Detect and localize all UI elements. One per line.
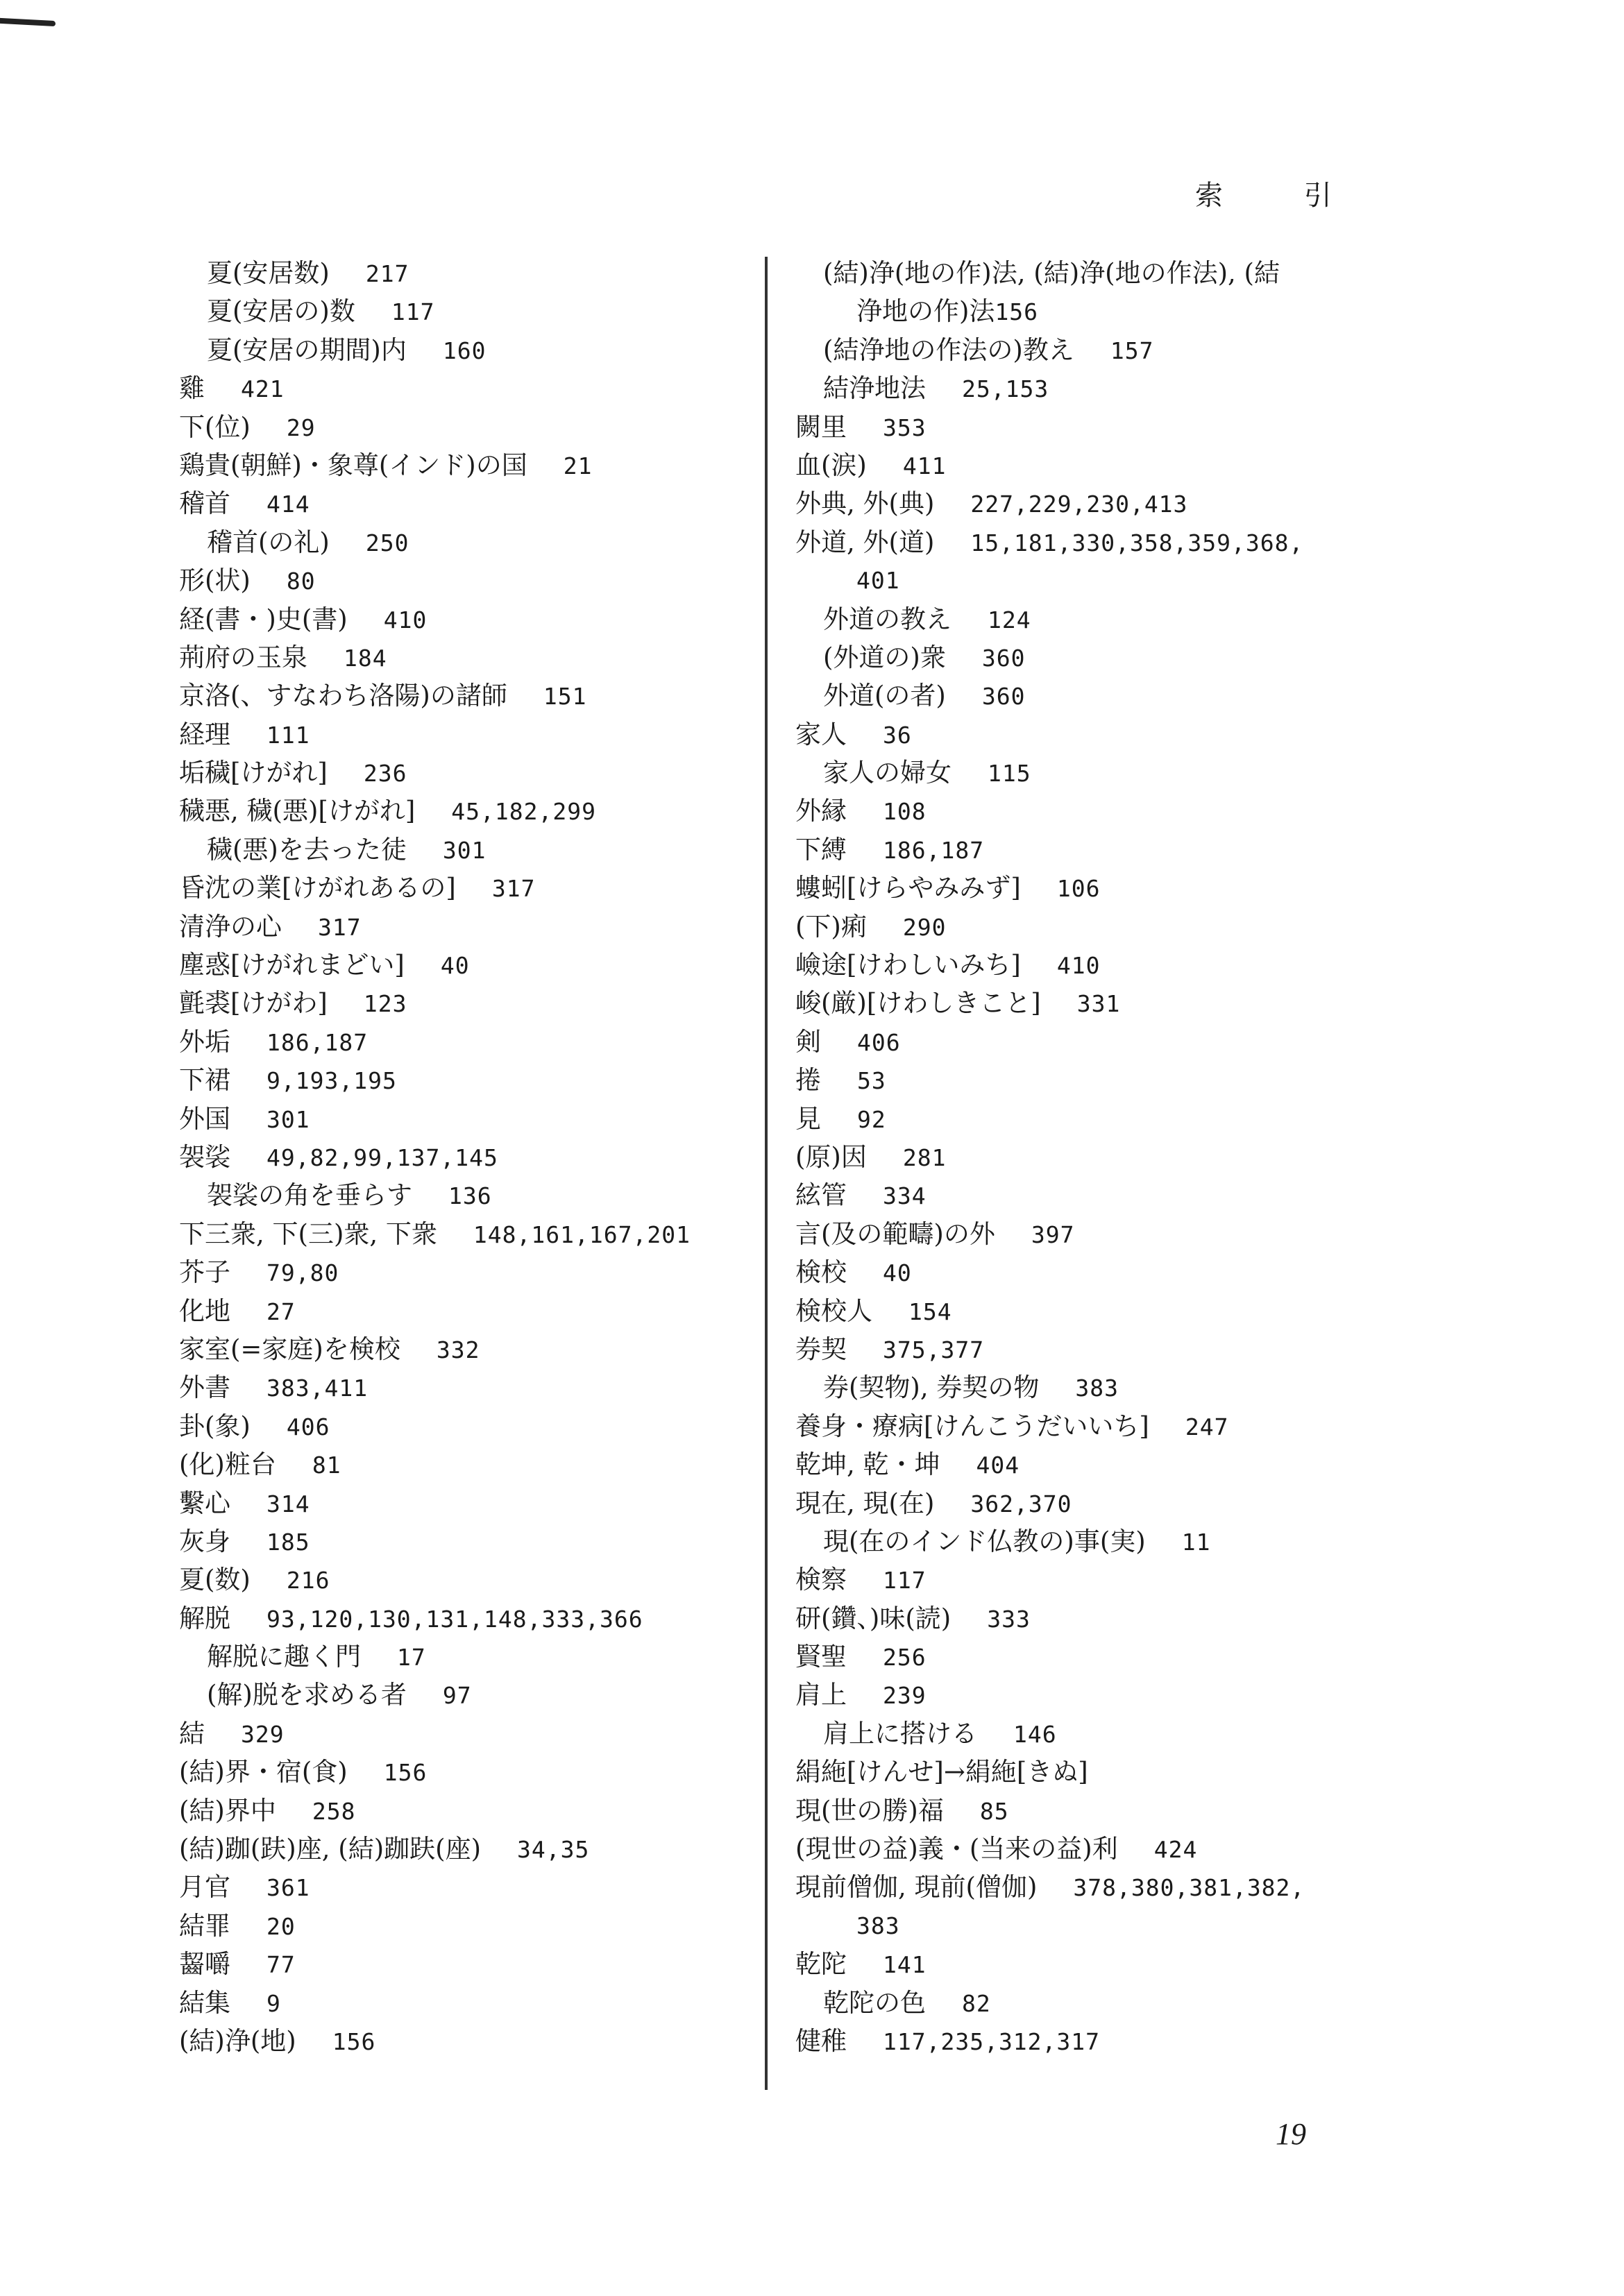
- index-term: 検校人: [795, 1295, 872, 1326]
- index-entry: [795, 1138, 1392, 1176]
- index-pages: 314: [267, 1490, 310, 1517]
- index-pages: 141: [883, 1951, 927, 1979]
- index-term: 穢悪, 穢(悪)[けがれ]: [179, 796, 416, 826]
- index-pages: 151: [543, 683, 587, 711]
- index-entry: [179, 446, 748, 484]
- index-pages: 186,187: [267, 1028, 369, 1056]
- index-entry: [795, 946, 1392, 984]
- index-pages: 117: [883, 1567, 927, 1595]
- index-pages: 301: [267, 1105, 310, 1133]
- index-pages: 334: [883, 1182, 927, 1210]
- index-term: (結)跏(趺)座, (結)跏趺(座): [179, 1834, 482, 1864]
- index-term: 鶏貴(朝鮮)・象尊(インド)の国: [179, 450, 527, 480]
- index-entry: [795, 1753, 1392, 1791]
- index-pages: 45,182,299: [451, 798, 596, 826]
- index-pages: 236: [363, 760, 407, 788]
- index-term: (解)脱を求める者: [207, 1680, 407, 1710]
- index-term: (結)界・宿(食): [179, 1757, 348, 1787]
- index-entry: [179, 1868, 748, 1906]
- index-entry: [795, 1984, 1392, 2022]
- index-pages: 410: [1056, 952, 1101, 980]
- index-pages: 157: [1110, 337, 1154, 364]
- index-column-right: [795, 254, 1392, 2060]
- index-entry: [179, 369, 748, 407]
- index-pages: 156: [995, 298, 1039, 326]
- index-pages: 424: [1153, 1836, 1198, 1864]
- index-pages: 85: [979, 1797, 1009, 1825]
- index-entry: [795, 254, 1392, 292]
- index-term: 結罪: [179, 1910, 230, 1941]
- index-term: 清浄の心: [179, 911, 282, 942]
- index-term: 外垢: [179, 1026, 230, 1057]
- index-entry: [795, 638, 1392, 677]
- index-entry: [179, 1138, 748, 1176]
- index-term: 券(契物), 券契の物: [823, 1372, 1040, 1403]
- index-term: 螻蚓[けらやみみず]: [795, 873, 1021, 903]
- index-term: 稽首(の礼): [207, 527, 330, 557]
- index-entry: [179, 1522, 748, 1561]
- index-entry: [795, 561, 1392, 599]
- index-pages: 227,229,230,413: [970, 491, 1188, 518]
- index-pages: 82: [962, 1989, 991, 2017]
- index-entry: [795, 869, 1392, 907]
- index-pages: 34,35: [517, 1836, 590, 1864]
- index-entry: [179, 1330, 748, 1368]
- index-entry: [795, 2022, 1392, 2060]
- index-pages: 414: [267, 491, 310, 518]
- index-term: 外書: [179, 1372, 230, 1403]
- index-entry: [795, 1792, 1392, 1830]
- index-entry: [795, 331, 1392, 369]
- index-term: 卦(象): [179, 1411, 251, 1441]
- index-term: 稽首: [179, 488, 230, 519]
- index-entry: [795, 1215, 1392, 1253]
- index-term: 月官: [179, 1872, 230, 1903]
- index-entry: [795, 369, 1392, 407]
- index-term: 袈裟の角を垂らす: [207, 1180, 412, 1211]
- index-term: 解脱に趣く門: [207, 1642, 361, 1672]
- index-pages: 117,235,312,317: [883, 2027, 1101, 2055]
- index-pages: 146: [1013, 1720, 1057, 1748]
- index-pages: 124: [988, 606, 1031, 633]
- index-pages: 185: [267, 1528, 310, 1556]
- index-pages: 25,153: [962, 375, 1049, 403]
- index-pages: 360: [981, 683, 1026, 711]
- index-entry: [179, 1945, 748, 1983]
- index-pages: 281: [902, 1143, 947, 1171]
- index-pages: 15,181,330,358,359,368,: [970, 529, 1304, 556]
- index-pages: 410: [383, 606, 428, 633]
- index-pages: 217: [365, 260, 409, 287]
- index-entry: [179, 1407, 748, 1445]
- index-entry: [795, 984, 1392, 1022]
- index-term: 袈裟: [179, 1141, 230, 1172]
- index-entry: [795, 1292, 1392, 1330]
- index-term: 現(在のインド仏教の)事(実): [823, 1526, 1146, 1556]
- index-pages: 160: [442, 337, 487, 364]
- index-entry: [795, 831, 1392, 869]
- index-pages: 383,411: [267, 1375, 369, 1402]
- index-entry: [179, 1561, 748, 1599]
- index-pages: 21: [563, 452, 593, 479]
- index-pages: 362,370: [970, 1490, 1072, 1517]
- index-pages: 258: [312, 1797, 356, 1825]
- index-entry: [795, 292, 1392, 330]
- index-entry: [795, 1638, 1392, 1676]
- index-entry: [179, 523, 748, 561]
- index-entry: [179, 1061, 748, 1099]
- index-pages: 333: [987, 1605, 1031, 1633]
- index-pages: 11: [1181, 1528, 1211, 1556]
- index-pages: 111: [267, 721, 310, 749]
- index-entry: [179, 408, 748, 446]
- index-term: 血(涙): [795, 450, 867, 480]
- index-pages: 40: [883, 1259, 912, 1287]
- index-term: 芥子: [179, 1257, 230, 1288]
- index-term: 言(及の範疇)の外: [795, 1218, 995, 1249]
- index-pages: 40: [440, 952, 470, 980]
- index-entry: [795, 677, 1392, 715]
- index-term: 昏沈の業[けがれあるの]: [179, 873, 456, 903]
- index-entry: [179, 946, 748, 984]
- index-pages: 421: [241, 375, 285, 403]
- index-entry: [795, 408, 1392, 446]
- index-term: 下三衆, 下(三)衆, 下衆: [179, 1218, 437, 1249]
- index-term: 捲: [795, 1065, 821, 1096]
- index-term: 闕里: [795, 411, 847, 442]
- index-entry: [179, 561, 748, 599]
- index-term: 家人の婦女: [823, 758, 951, 788]
- index-entry: [179, 1676, 748, 1714]
- index-term: 絹絁[けんせ]→絹絁[きぬ]: [795, 1757, 1088, 1787]
- index-entry: [179, 715, 748, 754]
- index-term: 肩上: [795, 1680, 847, 1710]
- index-term: 家人: [795, 719, 847, 749]
- index-entry: [795, 1445, 1392, 1483]
- index-term: 乾陀: [795, 1949, 847, 1980]
- index-pages: 256: [883, 1644, 927, 1672]
- index-pages: 184: [344, 644, 387, 672]
- index-pages: 92: [857, 1105, 886, 1133]
- index-entry: [179, 1215, 748, 1253]
- index-pages: 411: [902, 452, 947, 479]
- index-pages: 81: [312, 1452, 341, 1479]
- index-entry: [795, 1330, 1392, 1368]
- index-pages: 290: [902, 913, 947, 941]
- index-pages: 154: [908, 1298, 952, 1325]
- index-term: 形(状): [179, 566, 251, 596]
- index-term: 雞: [179, 373, 205, 404]
- index-pages: 216: [286, 1567, 330, 1595]
- index-pages: 301: [442, 836, 487, 864]
- index-term: 研(鑽、)味(読): [795, 1603, 951, 1633]
- index-entry: [795, 1561, 1392, 1599]
- index-pages: 247: [1185, 1413, 1229, 1440]
- index-term: 外縁: [795, 796, 847, 826]
- index-term: 下裙: [179, 1065, 230, 1096]
- index-pages: 361: [267, 1874, 310, 1902]
- index-term: 峻(厳)[けわしきこと]: [795, 988, 1041, 1019]
- index-term: (化)粧台: [179, 1449, 276, 1480]
- index-entry: [179, 677, 748, 715]
- index-pages: 317: [491, 875, 536, 903]
- index-pages: 9: [267, 1989, 281, 2017]
- index-entry: [179, 331, 748, 369]
- index-term: 下縛: [795, 834, 847, 865]
- index-term: 外国: [179, 1103, 230, 1134]
- index-term: 現(世の勝)福: [795, 1795, 944, 1826]
- index-term: 現在, 現(在): [795, 1488, 935, 1518]
- index-pages: 20: [267, 1912, 296, 1940]
- index-pages: 404: [976, 1452, 1020, 1479]
- index-pages: 36: [883, 721, 912, 749]
- index-entry: [179, 831, 748, 869]
- index-term: 見: [795, 1103, 821, 1134]
- index-pages: 79,80: [267, 1259, 339, 1287]
- index-term: 結集: [179, 1987, 230, 2018]
- index-pages: 29: [286, 414, 316, 441]
- index-entry: [795, 1100, 1392, 1138]
- index-entry: [179, 1638, 748, 1676]
- index-entry: [179, 792, 748, 830]
- index-term: 外道(の者): [823, 681, 946, 711]
- index-entry: [179, 1984, 748, 2022]
- index-pages: 80: [286, 568, 316, 595]
- index-pages: 378,380,381,382,: [1073, 1874, 1305, 1902]
- index-entry: [179, 1907, 748, 1945]
- index-pages: 375,377: [883, 1336, 985, 1363]
- index-pages: 117: [391, 298, 435, 326]
- index-term: 荊府の玉泉: [179, 642, 307, 672]
- index-term: 灰身: [179, 1526, 230, 1556]
- index-term: 健稚: [795, 2025, 847, 2056]
- index-term: 下(位): [179, 411, 251, 442]
- index-entry: [179, 484, 748, 522]
- index-term: 齧嚼: [179, 1949, 230, 1980]
- index-entry: [795, 1830, 1392, 1868]
- index-term: (下)痢: [795, 911, 867, 942]
- index-entry: [795, 754, 1392, 792]
- index-term: 乾陀の色: [823, 1987, 926, 2018]
- index-entry: [795, 1176, 1392, 1214]
- index-term: 夏(安居数): [207, 258, 330, 288]
- index-term: 結浄地法: [823, 373, 926, 404]
- index-pages: 93,120,130,131,148,333,366: [267, 1605, 643, 1633]
- index-term: 現前僧伽, 現前(僧伽): [795, 1872, 1038, 1903]
- index-term: 乾坤, 乾・坤: [795, 1449, 940, 1480]
- index-term: 絃管: [795, 1180, 847, 1211]
- index-term: 夏(数): [179, 1565, 251, 1595]
- index-entry: [795, 523, 1392, 561]
- index-term: 外道の教え: [823, 604, 951, 634]
- index-entry: [179, 1023, 748, 1061]
- index-pages: 332: [436, 1336, 480, 1363]
- index-term: 氈裘[けがわ]: [179, 988, 328, 1019]
- index-term: 剣: [795, 1026, 821, 1057]
- index-term: 検察: [795, 1565, 847, 1595]
- index-entry: [795, 1599, 1392, 1638]
- index-entry: [179, 908, 748, 946]
- index-entry: [795, 1715, 1392, 1753]
- index-pages: 397: [1031, 1221, 1075, 1248]
- index-pages: 329: [241, 1720, 285, 1748]
- index-term: 京洛(、すなわち洛陽)の諸師: [179, 681, 507, 711]
- index-pages: 17: [397, 1644, 426, 1672]
- index-term: (現世の益)義・(当来の益)利: [795, 1834, 1118, 1864]
- index-pages: 239: [883, 1682, 927, 1710]
- index-term: 垢穢[けがれ]: [179, 758, 328, 788]
- index-pages: 360: [981, 644, 1026, 672]
- index-pages: 106: [1056, 875, 1101, 903]
- index-entry: [795, 792, 1392, 830]
- index-entry: [795, 484, 1392, 522]
- index-pages: 108: [883, 798, 927, 826]
- index-entry: [179, 1599, 748, 1638]
- index-entry: [179, 1792, 748, 1830]
- index-term: 穢(悪)を去った徒: [207, 834, 407, 865]
- index-term: 繫心: [179, 1488, 230, 1518]
- index-pages: 317: [318, 913, 362, 941]
- index-entry: [795, 1061, 1392, 1099]
- index-pages: 136: [448, 1182, 492, 1210]
- index-term: 夏(安居の)数: [207, 296, 355, 327]
- index-pages: 406: [286, 1413, 330, 1440]
- index-entry: [795, 1407, 1392, 1445]
- index-entry: [795, 1023, 1392, 1061]
- index-pages: 156: [332, 2027, 376, 2055]
- index-entry: [795, 1868, 1392, 1906]
- index-entry: [179, 1484, 748, 1522]
- index-entry: [795, 1945, 1392, 1983]
- index-term: 浄地の作)法: [856, 296, 995, 327]
- index-entry: [179, 1753, 748, 1791]
- index-pages: 27: [267, 1298, 296, 1325]
- index-pages: 77: [267, 1951, 296, 1979]
- index-entry: [179, 1445, 748, 1483]
- index-term: (結)浄(地): [179, 2025, 296, 2056]
- page-header: 索 引: [1195, 180, 1368, 212]
- index-entry: [795, 1522, 1392, 1561]
- index-pages: 156: [383, 1759, 428, 1787]
- index-term: 結: [179, 1718, 205, 1749]
- index-term: 解脱: [179, 1603, 230, 1633]
- index-pages: 250: [365, 529, 409, 556]
- index-term: 賢聖: [795, 1642, 847, 1672]
- page-number: 19: [1276, 2117, 1306, 2151]
- index-entry: [179, 1830, 748, 1868]
- index-pages: 123: [363, 990, 407, 1018]
- index-entry: [179, 1100, 748, 1138]
- index-term: (結浄地の作法の)教え: [823, 334, 1074, 365]
- index-term: 嶮途[けわしいみち]: [795, 950, 1021, 980]
- index-pages: 186,187: [883, 836, 985, 864]
- index-entry: [179, 869, 748, 907]
- index-term: 検校: [795, 1257, 847, 1288]
- index-pages: 49,82,99,137,145: [267, 1143, 498, 1171]
- index-entry: [179, 1715, 748, 1753]
- index-column-left: [179, 254, 748, 2060]
- index-entry: [179, 2022, 748, 2060]
- index-entry: [179, 600, 748, 638]
- index-pages: 353: [883, 414, 927, 441]
- index-term: 外典, 外(典): [795, 488, 935, 519]
- index-pages: 53: [857, 1067, 886, 1095]
- index-entry: [179, 1253, 748, 1291]
- index-term: (結)浄(地の作)法, (結)浄(地の作法), (結: [823, 258, 1280, 288]
- index-entry: [795, 908, 1392, 946]
- index-entry: [179, 1368, 748, 1406]
- index-entry: [179, 984, 748, 1022]
- index-term: 肩上に搭ける: [823, 1718, 977, 1749]
- index-entry: [795, 715, 1392, 754]
- index-entry: [179, 1292, 748, 1330]
- index-entry: [795, 1676, 1392, 1714]
- index-term: 外道, 外(道): [795, 527, 935, 557]
- index-term: (外道の)衆: [823, 642, 946, 672]
- index-entry: [795, 1253, 1392, 1291]
- index-term: (結)界中: [179, 1795, 276, 1826]
- index-pages: 115: [988, 760, 1031, 788]
- index-term: 養身・療病[けんこうだいいち]: [795, 1411, 1149, 1441]
- index-entry: [795, 1368, 1392, 1406]
- column-divider: [765, 257, 768, 2090]
- index-term: 塵惑[けがれまどい]: [179, 950, 405, 980]
- index-term: 家室(=家庭)を検校: [179, 1334, 400, 1364]
- index-entry: [795, 600, 1392, 638]
- index-entry: [795, 1484, 1392, 1522]
- index-pages: 148,161,167,201: [473, 1221, 691, 1248]
- index-entry: [795, 446, 1392, 484]
- index-pages: 9,193,195: [267, 1067, 397, 1095]
- index-pages: 383: [856, 1912, 900, 1939]
- index-pages: 97: [442, 1682, 472, 1710]
- index-entry: [795, 1907, 1392, 1945]
- index-entry: [179, 254, 748, 292]
- index-term: 夏(安居の期間)内: [207, 334, 407, 365]
- index-pages: 383: [1075, 1375, 1119, 1402]
- index-term: 化地: [179, 1295, 230, 1326]
- index-pages: 331: [1076, 990, 1121, 1018]
- scan-corner-mark: [0, 18, 56, 26]
- index-entry: [179, 638, 748, 677]
- index-term: 経理: [179, 719, 230, 749]
- index-pages: 406: [857, 1028, 901, 1056]
- index-entry: [179, 1176, 748, 1214]
- index-entry: [179, 754, 748, 792]
- index-entry: [179, 292, 748, 330]
- index-term: (原)因: [795, 1141, 867, 1172]
- index-pages: 401: [856, 567, 900, 595]
- index-term: 券契: [795, 1334, 847, 1364]
- index-term: 経(書・)史(書): [179, 604, 348, 634]
